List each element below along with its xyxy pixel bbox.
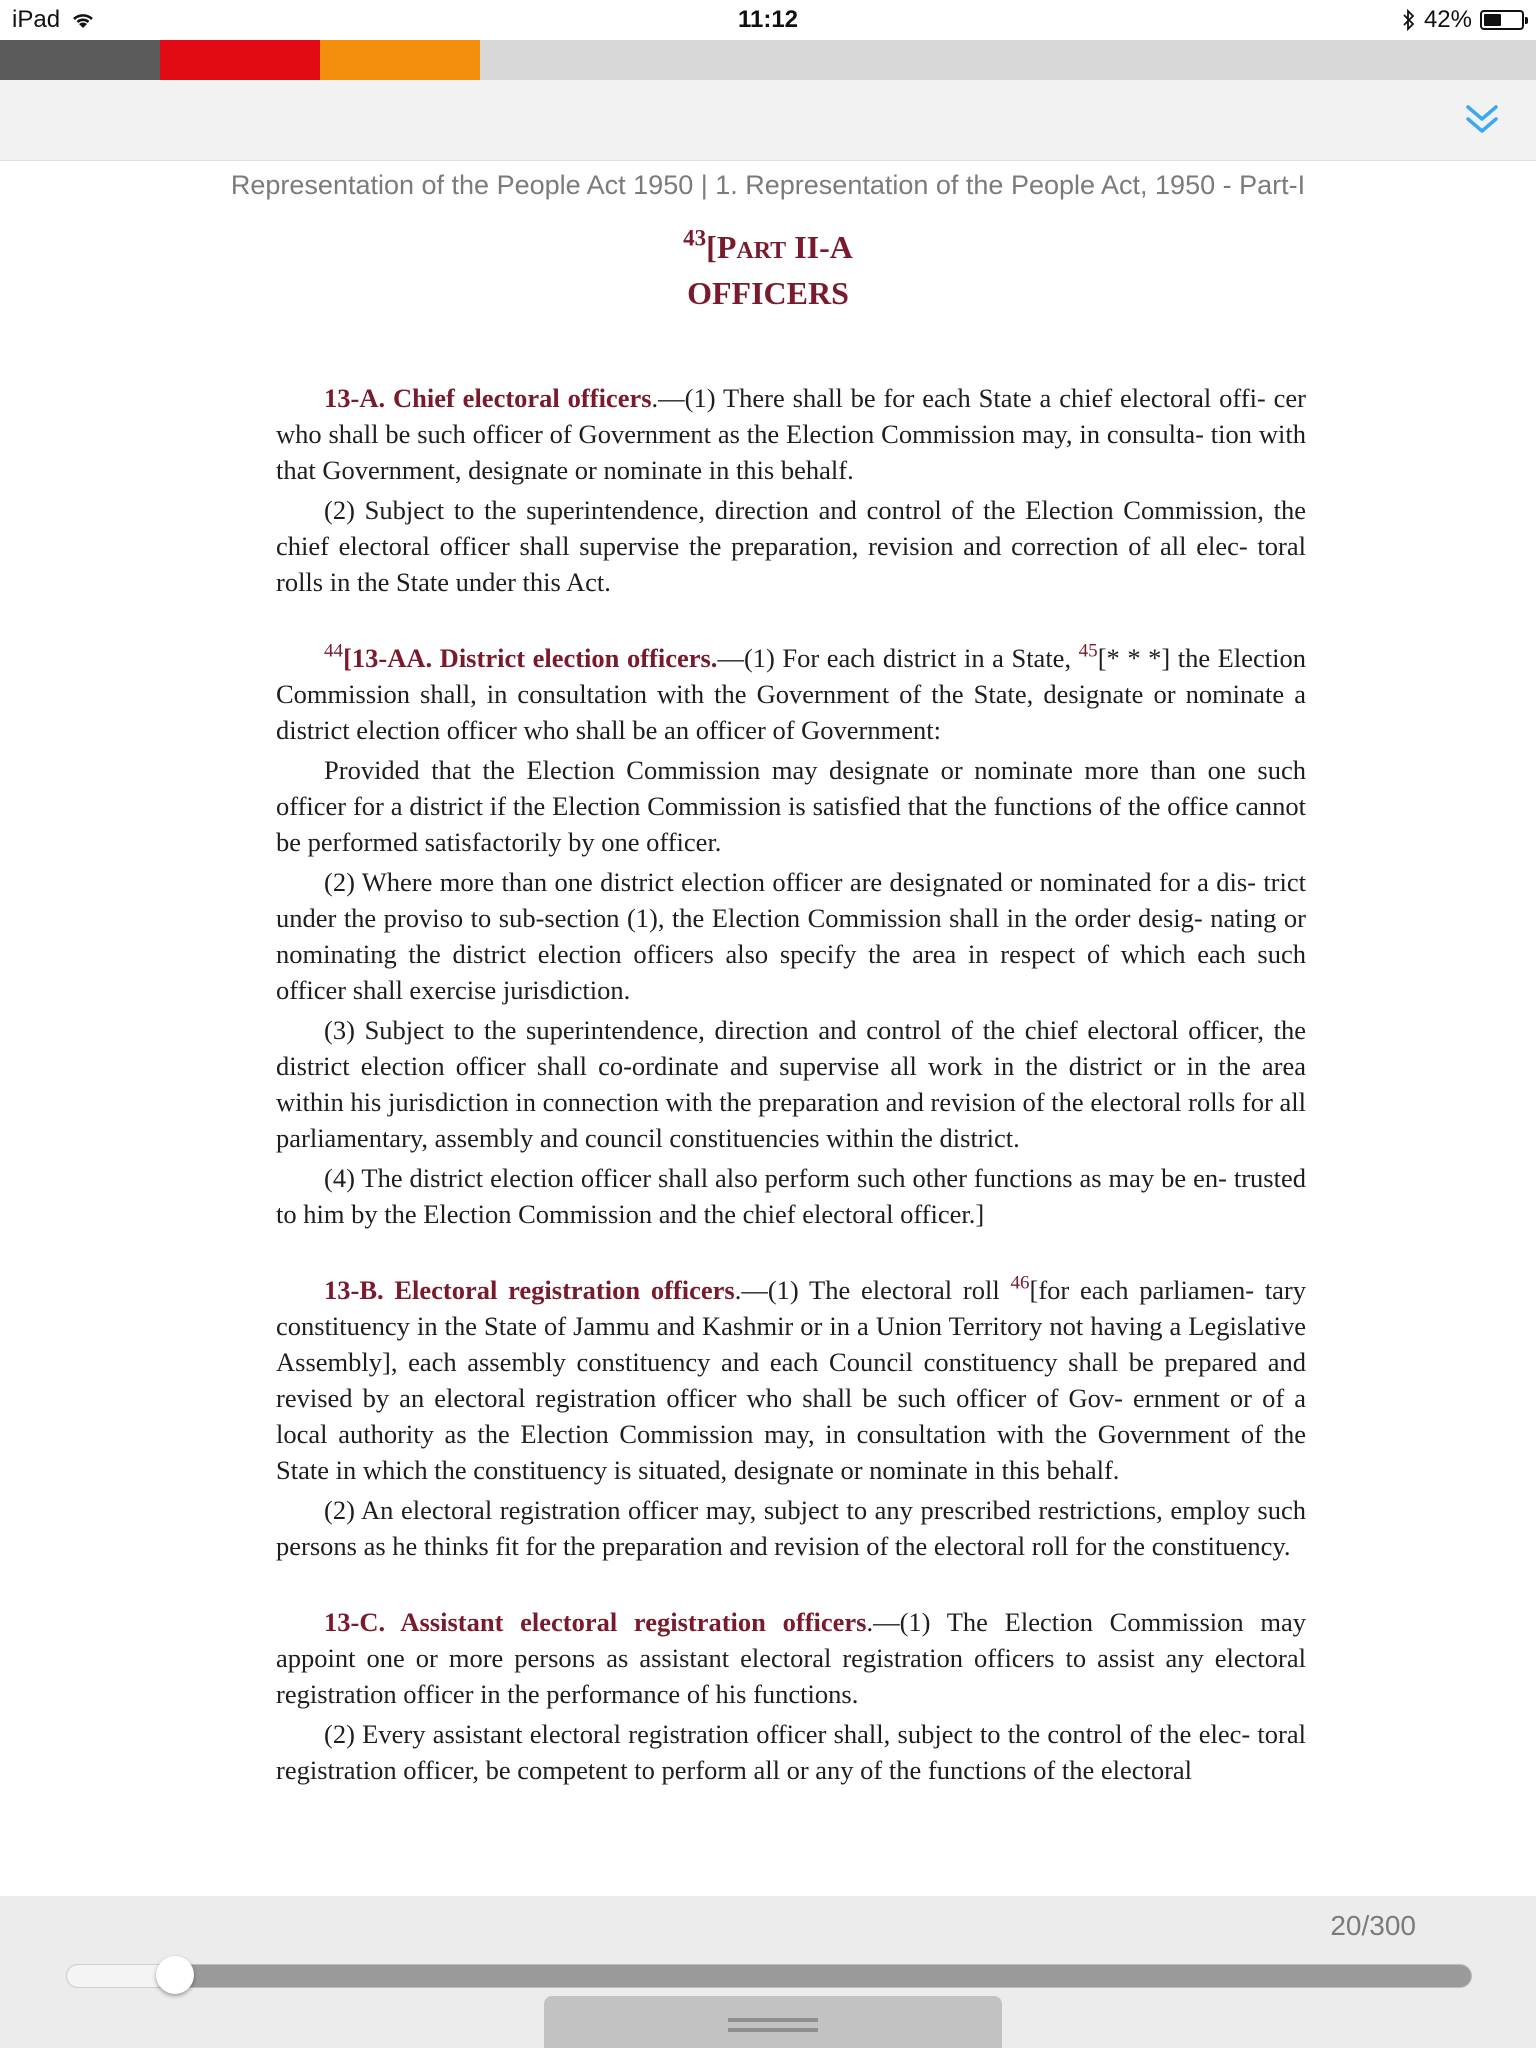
paragraph: $^{44}$[13-AA. District election officers.—(1) For each district in a State, $^{45}$[* * *] the Election Commission shall, in consultation with the Government of the State, designate or nominate a district election officer who shall be an officer of Government: [276,640,1306,745]
paragraph: (4) The district election officer shall also perform such other functions as may be en- trusted to him by the Election Commission and the chief electoral officer.] [276,1163,1306,1229]
battery-icon [1480,10,1524,30]
battery-percent: 42% [1423,6,1472,33]
clock: 11:12 [737,6,799,33]
paragraph: (3) Subject to the superintendence, direction and control of the chief electoral officer, the district election officer shall co-ordinate and supervise all work in the district or in the area within his jurisdiction in connection with the preparation and revision of the electoral rolls for all parliamentary, assembly and council constituencies within the district. [276,1015,1306,1153]
footnote-ref[interactable]: 45 [1078,640,1098,662]
paragraph: 13-C. Assistant electoral registration officers.—(1) The Election Commission may appoint one or more persons as assistant electoral registration officers to assist any electoral registration officer in the performance of his functions. [276,1607,1306,1709]
section-title: 13-A. Chief electoral officers [324,383,652,413]
color-tab-orange[interactable] [320,40,480,80]
section-title: [13-AA. District election officers. [343,643,718,673]
footnote-ref[interactable]: 46 [1010,1272,1030,1294]
color-tab-dark-gray[interactable] [0,40,160,80]
part-title: OFFICERS [687,275,849,311]
paragraph: Provided that the Election Commission may designate or nominate more than one such officer for a district if the Election Commission is satisfied that the functions of the office cannot be performed satisfactorily by one officer. [276,755,1306,857]
paragraph: 13-A. Chief electoral officers.—(1) There shall be for each State a chief electoral offi- cer who shall be such officer of Government as the Election Commission may, in consulta- tion with that Government, designate or nominate in this behalf. [276,383,1306,485]
paragraph: (2) Every assistant electoral registration officer shall, subject to the control of the elec- toral registration officer, be competent to perform all or any of the functions of the electoral [276,1719,1306,1785]
paragraph: (2) Where more than one district election officer are designated or nominated for a dis- trict under the proviso to sub-section (1), the Election Commission shall in the order desig- nating or nominating the district election officers also specify the area in respect of which each such officer shall exercise jurisdiction. [276,867,1306,1005]
color-tab-red[interactable] [160,40,320,80]
status-bar [0,0,1536,40]
color-tab-strip [0,40,1536,80]
slider-thumb[interactable] [156,1956,194,1994]
paragraph: 13-B. Electoral registration officers.—(1) The electoral roll $^{46}$[for each parliamen- tary constituency in the State of Jammu and Kashmir or in a Union Territory not having a Legislative Assembly], each assembly constituency and each Council constituency shall be prepared and revised by an electoral registration officer who shall be such officer of Gov- ernment or of a local authority as the Election Commission may, in consultation with the Government of the State in which the constituency is situated, designate or nominate in this behalf. [276,1272,1306,1485]
paragraph: (2) An electoral registration officer may, subject to any prescribed restrictions, employ such persons as he thinks fit for the preparation and revision of the electoral roll for the constituency. [276,1495,1306,1561]
double-chevron-down-icon [1462,103,1502,137]
section-13aa [276,640,1306,1232]
bluetooth-icon [1402,9,1416,31]
drawer-handle[interactable] [544,1996,1002,2048]
collapse-button[interactable] [1452,90,1512,150]
part-heading: $^{43}$[PART II-A OFFICERS [0,226,1536,314]
footnote-ref[interactable]: 44 [324,640,344,662]
paragraph: (2) Subject to the superintendence, direction and control of the Election Commission, the chief electoral officer shall supervise the preparation, revision and correction of all elec- toral rolls in the State under this Act. [276,495,1306,597]
page-indicator: 20/300 [1330,1910,1416,1941]
section-13b [276,1272,1306,1564]
reader-header [0,80,1536,161]
section-13c [276,1604,1306,1788]
breadcrumb: Representation of the People Act 1950 | 1. Representation of the People Act, 1950 - Part-I [230,170,1306,200]
section-title: 13-B. Electoral registration officers [324,1275,735,1305]
document-body [276,380,1306,1792]
slider-track[interactable] [66,1964,1472,1988]
footnote-ref[interactable]: 43 [683,224,707,251]
page-slider[interactable] [66,1964,1472,1988]
grip-icon [728,2018,818,2022]
device-label: iPad [12,6,61,33]
section-13a [276,380,1306,600]
section-title: 13-C. Assistant electoral registration officers [324,1607,867,1637]
